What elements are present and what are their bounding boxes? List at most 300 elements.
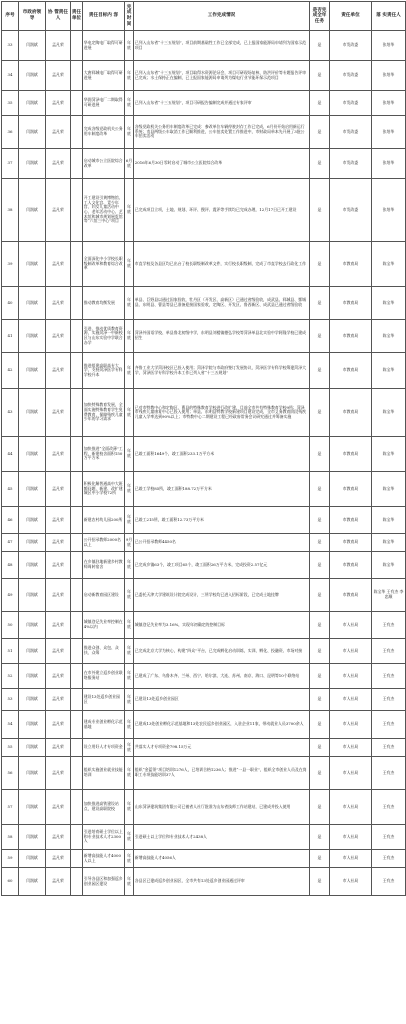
cell-target: 华电定陶电厂取得可研进展: [83, 31, 125, 61]
cell-co-manager: 孟凡荣: [46, 61, 71, 91]
cell-resp-unit: 市人社局: [330, 664, 372, 689]
cell-resp-unit: 市教育局: [330, 534, 372, 552]
table-row: [2, 353, 406, 389]
cell-time: 年底: [125, 31, 134, 61]
cell-leader: 闫润斌: [19, 579, 46, 612]
cell-leader: 闫润斌: [19, 91, 46, 116]
cell-target: 城镇登记失业率控制在4%以内: [83, 612, 125, 639]
cell-person: 王有杰: [372, 757, 406, 790]
cell-co-manager: 孟凡荣: [46, 868, 71, 896]
cell-leader: 闫润斌: [19, 61, 46, 91]
cell-time: 年底: [125, 850, 134, 868]
cell-leader: 闫润斌: [19, 612, 46, 639]
cell-leader: 闫润斌: [19, 320, 46, 353]
cell-target: 推进组建高职高专大学，支持菏泽医学专科学校升本: [83, 353, 125, 389]
cell-co-manager: 孟凡荣: [46, 389, 71, 437]
cell-resp-unit: 市人社局: [330, 711, 372, 739]
cell-unit: [71, 689, 83, 711]
cell-progress: 新增高技能人才4056人: [134, 850, 310, 868]
cell-resp-unit: 市教育局: [330, 287, 372, 320]
cell-time: 年底: [125, 868, 134, 896]
cell-person: 陈宝华: [372, 389, 406, 437]
cell-no: 55: [2, 739, 19, 757]
cell-no: 37: [2, 149, 19, 179]
cell-unit: [71, 507, 83, 534]
cell-co-manager: 孟凡荣: [46, 689, 71, 711]
cell-unit: [71, 664, 83, 689]
cell-no: 42: [2, 353, 19, 389]
cell-progress: 已公开招录教师4450名: [134, 534, 310, 552]
cell-person: 陈宝华 王有杰 李忠顺: [372, 579, 406, 612]
cell-progress: 已建设13处返乡创业园区: [134, 689, 310, 711]
cell-resp-unit: 市人社局: [330, 850, 372, 868]
cell-no: 44: [2, 437, 19, 472]
cell-co-manager: 孟凡荣: [46, 664, 71, 689]
cell-co-manager: 孟凡荣: [46, 639, 71, 664]
cell-leader: 闫润斌: [19, 242, 46, 287]
table-row: [2, 31, 406, 61]
cell-person: 王有杰: [372, 850, 406, 868]
cell-time: 年底: [125, 552, 134, 579]
cell-unit: [71, 353, 83, 389]
cell-time: 年底: [125, 242, 134, 287]
cell-time: 年底: [125, 116, 134, 149]
cell-progress: 市直学校及各县区均已出台了校长职级制改革文件，实行校长职级制，完成了市直学校去行政化工作: [134, 242, 310, 287]
cell-time: 年底: [125, 689, 134, 711]
table-row: [2, 116, 406, 149]
cell-leader: 闫润斌: [19, 639, 46, 664]
cell-unit: [71, 739, 83, 757]
table-row: [2, 850, 406, 868]
cell-leader: 闫润斌: [19, 149, 46, 179]
cell-progress: 已完成乡镇63个，竣工项目65个，竣工面积26万平方米，完成投资2.57亿元: [134, 552, 310, 579]
header-person: 落 实责任人: [372, 2, 406, 31]
cell-target: 完成各级党政机关公务用车制度改革: [83, 116, 125, 149]
cell-time: 年底: [125, 353, 134, 389]
cell-target: 启动城市公立医院综合改革: [83, 149, 125, 179]
cell-progress: 已完成项目立项，土地、规划、环评、搜评、震评等手续均已完成办理，12月17日已开工建设: [134, 179, 310, 242]
cell-time: 年底: [125, 664, 134, 689]
table-row: [2, 61, 406, 91]
cell-target: 推动教育均衡发展: [83, 287, 125, 320]
cell-progress: 已完成北京大学为核心，构建“四众”平台，已完成孵化启动训练，实训、孵化、投融资、市场对接: [134, 639, 310, 664]
cell-person: 陈宝华: [372, 507, 406, 534]
cell-leader: 闫润斌: [19, 534, 46, 552]
table-row: [2, 664, 406, 689]
cell-person: 王有杰: [372, 711, 406, 739]
cell-no: 49: [2, 579, 19, 612]
cell-resp-unit: 市人社局: [330, 639, 372, 664]
cell-progress: 城镇登记失业率为3.16%，实现年初确定的控制目标: [134, 612, 310, 639]
cell-co-manager: 孟凡荣: [46, 242, 71, 287]
cell-done: 是: [310, 534, 330, 552]
cell-person: 陈宝华: [372, 320, 406, 353]
cell-resp-unit: 市人社局: [330, 689, 372, 711]
cell-time: 6月底: [125, 149, 134, 179]
header-target: 责任目标内 容: [83, 2, 125, 31]
cell-unit: [71, 179, 83, 242]
cell-co-manager: 孟凡荣: [46, 437, 71, 472]
cell-progress: 已列入山东省“十三五规划”，项目可研报告编制完成并通过专家评审: [134, 91, 310, 116]
cell-leader: 闫润斌: [19, 437, 46, 472]
cell-resp-unit: 市教育局: [330, 472, 372, 507]
cell-target: 积极化解普通高中大班额问题，新建、改扩建城区中小学校72所: [83, 472, 125, 507]
cell-progress: 共落实人才专项资金798.15万元: [134, 739, 310, 757]
cell-done: 是: [310, 689, 330, 711]
cell-unit: [71, 242, 83, 287]
cell-no: 53: [2, 689, 19, 711]
cell-progress: 山东菏泽建筑集团有限公司已被省人社厅批准为山东省技师工作站建站，已建成并投入使用: [134, 790, 310, 825]
cell-done: 是: [310, 579, 330, 612]
cell-person: 陈宝华: [372, 353, 406, 389]
cell-resp-unit: 市教育局: [330, 353, 372, 389]
table-row: [2, 790, 406, 825]
table-row: [2, 179, 406, 242]
cell-progress: 已竣工215所，竣工面积12.73万平方米: [134, 507, 310, 534]
cell-leader: 闫润斌: [19, 850, 46, 868]
cell-time: 年底: [125, 739, 134, 757]
cell-progress: 2016年6月30日零时启动了城市公立医院综合改革: [134, 149, 310, 179]
cell-person: 王有杰: [372, 689, 406, 711]
table-row: [2, 437, 406, 472]
cell-person: 王有杰: [372, 739, 406, 757]
cell-no: 56: [2, 757, 19, 790]
cell-time: 年底: [125, 825, 134, 850]
cell-person: 陈宝华: [372, 472, 406, 507]
cell-leader: 闫润斌: [19, 507, 46, 534]
cell-target: 加快推进高铁建设站点，建设高职院校: [83, 790, 125, 825]
cell-resp-unit: 市教育局: [330, 507, 372, 534]
cell-co-manager: 孟凡荣: [46, 353, 71, 389]
cell-no: 35: [2, 91, 19, 116]
cell-leader: 闫润斌: [19, 287, 46, 320]
header-resp-unit: 责任单位: [330, 2, 372, 31]
cell-no: 41: [2, 320, 19, 353]
cell-person: 张培华: [372, 91, 406, 116]
cell-unit: [71, 389, 83, 437]
table-row: [2, 320, 406, 353]
cell-progress: 单县、巨野县以通过国家验收，牡丹区（开发区、高新区）已通过省级验收，成武县、郓城县、鄄城县、东明县、曹县等县已准备迎接国家验收，定陶区、开发区、鲁西新区、成武县已通过省级验收: [134, 287, 310, 320]
cell-unit: [71, 149, 83, 179]
cell-done: 是: [310, 116, 330, 149]
cell-done: 是: [310, 850, 330, 868]
cell-no: 51: [2, 639, 19, 664]
header-co-manager: 协 管责任人: [46, 2, 71, 31]
cell-done: 是: [310, 437, 330, 472]
cell-unit: [71, 116, 83, 149]
cell-resp-unit: 市人社局: [330, 825, 372, 850]
cell-progress: 已建成了广东、乌鲁木齐、兰州、西宁、哈尔滨、大连、苏州、南京、海口、昆明等10个联络站: [134, 664, 310, 689]
cell-unit: [71, 790, 83, 825]
cell-target: 华润菏泽电厂二期取得可研进展: [83, 91, 125, 116]
cell-person: 陈宝华: [372, 242, 406, 287]
cell-target: 开工建设引黄博物馆、工人文化宫、青少年宫、妇女儿童活动中心、老年活动中心、艺术馆和城市规划展览馆等“六馆三中心”项目: [83, 179, 125, 242]
cell-target: 加快特殊教育发展，全面实施特殊教育学生免费教育，保障残疾儿童少年的学习需求: [83, 389, 125, 437]
cell-done: 是: [310, 320, 330, 353]
cell-done: 是: [310, 287, 330, 320]
cell-done: 是: [310, 552, 330, 579]
cell-co-manager: 孟凡荣: [46, 179, 71, 242]
cell-person: 张培华: [372, 149, 406, 179]
cell-resp-unit: 市教育局: [330, 437, 372, 472]
cell-co-manager: 孟凡荣: [46, 507, 71, 534]
cell-progress: 菏泽外国语学校、单县鲁北初级中学，东明县刘楼镇德弘学校等菏泽单县北实验中学阿隆学校已建成招生: [134, 320, 310, 353]
cell-no: 45: [2, 472, 19, 507]
cell-co-manager: 孟凡荣: [46, 91, 71, 116]
cell-done: 是: [310, 31, 330, 61]
cell-target: 引导各县区和加强返乡创业园区建设: [83, 868, 125, 896]
cell-person: 张培华: [372, 61, 406, 91]
table-row: [2, 689, 406, 711]
cell-unit: [71, 472, 83, 507]
table-row: [2, 534, 406, 552]
cell-leader: 闫润斌: [19, 389, 46, 437]
cell-no: 33: [2, 31, 19, 61]
cell-person: 陈宝华: [372, 287, 406, 320]
cell-co-manager: 孟凡荣: [46, 320, 71, 353]
cell-person: 王有杰: [372, 825, 406, 850]
cell-leader: 闫润斌: [19, 472, 46, 507]
cell-person: 王有杰: [372, 790, 406, 825]
cell-progress: 引进硕士以上学位和专业技术人才2438人: [134, 825, 310, 850]
cell-progress: 已列入山东省“十三五规划”，项目取得水资源论证会，项目可研现场复核、防洪评价等专题报告评审已完成；水土保持正在编制，已上报国家能源局申请列为煤电行业节能环保示范项目: [134, 61, 310, 91]
cell-done: 是: [310, 757, 330, 790]
cell-resp-unit: 市教育局: [330, 320, 372, 353]
cell-leader: 闫润斌: [19, 739, 46, 757]
cell-time: 年底: [125, 61, 134, 91]
cell-resp-unit: 市人社局: [330, 868, 372, 896]
cell-unit: [71, 757, 83, 790]
cell-progress: 已对市特教中心和定陶区、曹县的特殊教育学校进行改扩建，目前全市共有特殊教育学校9所；菏泽市残疾儿童康复中心已投入使用；单县、东明县特教学校新建项目建设完成，全市义务教育阶段残疾儿童入学率达到90%以上；市特教中心二期建设工程已经政府常务会议研究通过并筹备实施: [134, 389, 310, 437]
cell-time: 年底: [125, 437, 134, 472]
cell-time: 年底: [125, 287, 134, 320]
cell-co-manager: 孟凡荣: [46, 472, 71, 507]
table-row: [2, 389, 406, 437]
cell-no: 34: [2, 61, 19, 91]
cell-target: 在乡镇驻地新建乡村教师周转宿舍: [83, 552, 125, 579]
cell-time: 年底: [125, 507, 134, 534]
cell-progress: 已建成13处创业孵化示范基地和13处农民返乡创业园区，入驻企业11家，带动就业人员3700余人: [134, 711, 310, 739]
table-row: [2, 639, 406, 664]
cell-target: 引进、推动优质教育资源，实施菏泽一中新校区与山东实验中学联合办学: [83, 320, 125, 353]
cell-done: 是: [310, 664, 330, 689]
cell-resp-unit: 市教育局: [330, 242, 372, 287]
cell-co-manager: 孟凡荣: [46, 116, 71, 149]
cell-person: 陈宝华: [372, 534, 406, 552]
cell-progress: 齐鲁工业大学菏泽校区已投入使用；菏泽学院与市政府签订发展协议，菏泽医学专科学校筹建菏泽大学，菏泽医学专科学校升本工作已列入省“十三五规划”: [134, 353, 310, 389]
cell-progress: 各县区已建成返乡创业园区，全市共有13处返乡创业园通过评审: [134, 868, 310, 896]
cell-done: 是: [310, 507, 330, 534]
cell-resp-unit: 市人社局: [330, 790, 372, 825]
cell-unit: [71, 534, 83, 552]
cell-resp-unit: 市发改委: [330, 61, 372, 91]
cell-time: 年底: [125, 320, 134, 353]
cell-done: 是: [310, 790, 330, 825]
cell-done: 是: [310, 389, 330, 437]
cell-unit: [71, 31, 83, 61]
cell-unit: [71, 437, 83, 472]
cell-unit: [71, 711, 83, 739]
cell-target: 设立用好人才专项资金: [83, 739, 125, 757]
cell-unit: [71, 61, 83, 91]
cell-unit: [71, 91, 83, 116]
table-row: [2, 825, 406, 850]
table-row: [2, 149, 406, 179]
cell-time: 9月底: [125, 534, 134, 552]
cell-target: 大唐郓城电厂取得可研进展: [83, 61, 125, 91]
cell-unit: [71, 825, 83, 850]
cell-done: 是: [310, 472, 330, 507]
cell-unit: [71, 579, 83, 612]
cell-done: 是: [310, 61, 330, 91]
cell-done: 是: [310, 868, 330, 896]
cell-target: 推进众创、众包、众扶、众筹: [83, 639, 125, 664]
cell-leader: 闫润斌: [19, 825, 46, 850]
cell-time: 年底: [125, 472, 134, 507]
cell-unit: [71, 868, 83, 896]
cell-leader: 闫润斌: [19, 31, 46, 61]
cell-target: 全面深化中小学校长职级制改革和教育综合改革: [83, 242, 125, 287]
cell-no: 52: [2, 664, 19, 689]
table-row: [2, 552, 406, 579]
table-row: [2, 472, 406, 507]
cell-progress: 已竣工学校85所，竣工面积188.72万平方米: [134, 472, 310, 507]
task-table: [1, 1, 406, 896]
cell-target: 新增高技能人才4000人以上: [83, 850, 125, 868]
cell-done: 是: [310, 639, 330, 664]
cell-unit: [71, 850, 83, 868]
table-row: [2, 507, 406, 534]
cell-leader: 闫润斌: [19, 353, 46, 389]
cell-no: 39: [2, 242, 19, 287]
cell-leader: 闫润斌: [19, 711, 46, 739]
cell-time: 年底: [125, 389, 134, 437]
cell-co-manager: 孟凡荣: [46, 534, 71, 552]
cell-no: 58: [2, 825, 19, 850]
cell-co-manager: 孟凡荣: [46, 790, 71, 825]
cell-no: 60: [2, 868, 19, 896]
header-unit: 责任单位: [71, 2, 83, 31]
table-row: [2, 579, 406, 612]
cell-leader: 闫润斌: [19, 790, 46, 825]
cell-co-manager: 孟凡荣: [46, 739, 71, 757]
cell-target: 在市外建立返乡创业联络服务站: [83, 664, 125, 689]
cell-done: 是: [310, 612, 330, 639]
cell-resp-unit: 市发改委: [330, 179, 372, 242]
cell-done: 是: [310, 91, 330, 116]
cell-no: 40: [2, 287, 19, 320]
cell-time: 年底: [125, 790, 134, 825]
cell-leader: 闫润斌: [19, 868, 46, 896]
cell-target: 建设13处返乡创业园区: [83, 689, 125, 711]
cell-resp-unit: 市人社局: [330, 739, 372, 757]
cell-co-manager: 孟凡荣: [46, 149, 71, 179]
cell-leader: 闫润斌: [19, 116, 46, 149]
cell-leader: 闫润斌: [19, 179, 46, 242]
cell-target: 建成专业创业孵化示范基地: [83, 711, 125, 739]
header-leader: 市政府领 导: [19, 2, 46, 31]
cell-no: 46: [2, 507, 19, 534]
cell-person: 王有杰: [372, 868, 406, 896]
cell-target: 加快推进“全面改薄”工程，新建校舍面积150万平方米: [83, 437, 125, 472]
cell-person: 陈宝华: [372, 552, 406, 579]
table-row: [2, 868, 406, 896]
table-row: [2, 711, 406, 739]
header-done: 是否完成全年任务: [310, 2, 330, 31]
cell-co-manager: 孟凡荣: [46, 552, 71, 579]
cell-time: 年底: [125, 639, 134, 664]
cell-time: 年底: [125, 579, 134, 612]
cell-person: 张培华: [372, 31, 406, 61]
cell-unit: [71, 320, 83, 353]
cell-resp-unit: 市发改委: [330, 91, 372, 116]
cell-no: 57: [2, 790, 19, 825]
cell-co-manager: 孟凡荣: [46, 31, 71, 61]
cell-co-manager: 孟凡荣: [46, 711, 71, 739]
cell-done: 是: [310, 711, 330, 739]
cell-person: 陈宝华: [372, 437, 406, 472]
cell-time: 年底: [125, 757, 134, 790]
cell-done: 是: [310, 149, 330, 179]
cell-co-manager: 孟凡荣: [46, 850, 71, 868]
header-no: 序号: [2, 2, 19, 31]
cell-co-manager: 孟凡荣: [46, 825, 71, 850]
cell-resp-unit: 市发改委: [330, 31, 372, 61]
cell-person: 张培华: [372, 116, 406, 149]
cell-person: 张培华: [372, 179, 406, 242]
cell-no: 36: [2, 116, 19, 149]
cell-unit: [71, 639, 83, 664]
cell-progress: 组织“金蓝领”项目培训1276人，已培训合格1236人；推进“一县一职业”，组织全市创业人员及在岗职工专项技能培训37人: [134, 757, 310, 790]
cell-resp-unit: 市人社局: [330, 757, 372, 790]
cell-leader: 闫润斌: [19, 689, 46, 711]
cell-target: 引进培育硕士学位以上和专业技术人才2300人: [83, 825, 125, 850]
cell-no: 48: [2, 552, 19, 579]
cell-done: 是: [310, 353, 330, 389]
cell-resp-unit: 市教育局: [330, 552, 372, 579]
cell-co-manager: 孟凡荣: [46, 287, 71, 320]
cell-leader: 闫润斌: [19, 757, 46, 790]
cell-no: 50: [2, 612, 19, 639]
cell-target: 组织实施创业就业技能培训: [83, 757, 125, 790]
cell-done: 是: [310, 242, 330, 287]
cell-no: 43: [2, 389, 19, 437]
cell-progress: 已委托天津大学建筑设计院完成设计，三所学校均已进入招标阶段，已完成土地挂牌: [134, 579, 310, 612]
header-progress: 工作完成情况: [134, 2, 310, 31]
cell-no: 59: [2, 850, 19, 868]
header-time: 完成时间: [125, 2, 134, 31]
cell-no: 38: [2, 179, 19, 242]
cell-time: 年底: [125, 179, 134, 242]
table-row: [2, 287, 406, 320]
cell-no: 47: [2, 534, 19, 552]
table-row: [2, 242, 406, 287]
cell-target: 启动新教育园区建设: [83, 579, 125, 612]
cell-done: 是: [310, 179, 330, 242]
cell-done: 是: [310, 825, 330, 850]
cell-person: 王有杰: [372, 664, 406, 689]
cell-target: 新建农村幼儿园200所: [83, 507, 125, 534]
cell-co-manager: 孟凡荣: [46, 579, 71, 612]
table-row: [2, 757, 406, 790]
cell-resp-unit: 市发改委: [330, 149, 372, 179]
cell-co-manager: 孟凡荣: [46, 757, 71, 790]
cell-person: 王有杰: [372, 612, 406, 639]
cell-target: 公开招录教师2000名以上: [83, 534, 125, 552]
cell-person: 王有杰: [372, 639, 406, 664]
cell-done: 是: [310, 739, 330, 757]
cell-time: 年底: [125, 711, 134, 739]
